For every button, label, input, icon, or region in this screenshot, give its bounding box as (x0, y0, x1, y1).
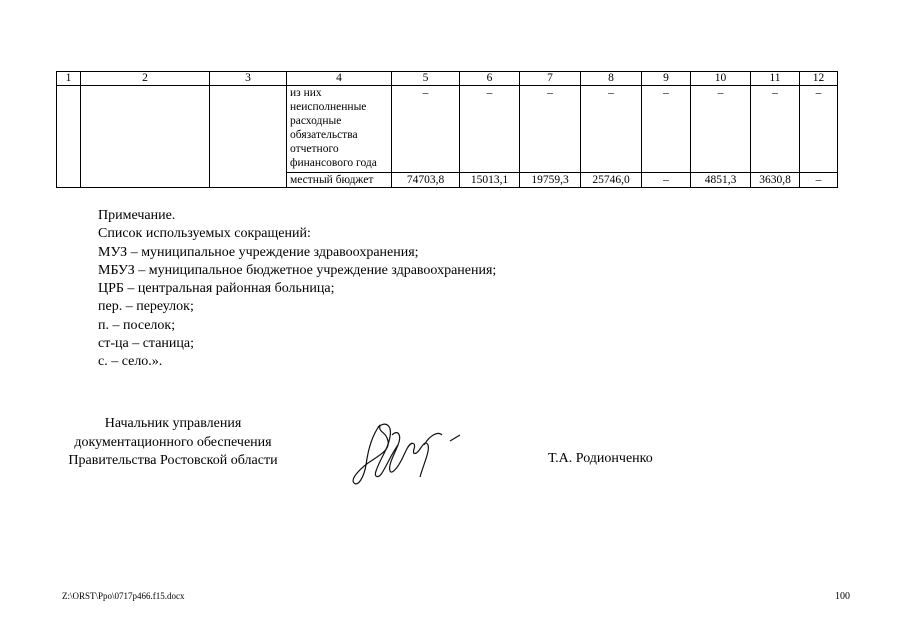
label-line: финансового года (290, 157, 377, 169)
table-cell: 74703,8 (392, 173, 460, 188)
table-cell: – (691, 86, 751, 173)
table-cell: 4851,3 (691, 173, 751, 188)
signatory-name: Т.А. Родионченко (548, 451, 653, 466)
row-label-unfulfilled (287, 86, 392, 173)
column-number-4: 4 (287, 72, 392, 86)
table-cell: – (460, 86, 520, 173)
column-number-9: 9 (642, 72, 691, 86)
column-number-10: 10 (691, 72, 751, 86)
table-cell: – (751, 86, 800, 173)
budget-table (56, 71, 838, 188)
table-cell: 25746,0 (581, 173, 642, 188)
table-row-local-budget (57, 173, 838, 188)
signature-image (350, 405, 470, 495)
handwritten-signature (350, 405, 470, 500)
column-number-7: 7 (520, 72, 581, 86)
abbreviation-item: МУЗ – муниципальное учреждение здравоохранения; (98, 244, 419, 260)
row-label-local-budget: местный бюджет (287, 173, 392, 188)
table-cell: 15013,1 (460, 173, 520, 188)
label-line: обязательства (290, 129, 358, 141)
signatory-position (58, 415, 288, 471)
table-cell: – (642, 86, 691, 173)
table-cell-empty (81, 86, 210, 173)
label-line: неисполненные (290, 101, 367, 113)
table-cell: – (392, 86, 460, 173)
column-number-3: 3 (210, 72, 287, 86)
column-number-2: 2 (81, 72, 210, 86)
table-cell: 3630,8 (751, 173, 800, 188)
table-cell-empty (81, 173, 210, 188)
table-cell: 19759,3 (520, 173, 581, 188)
abbreviation-item: ст-ца – станица; (98, 336, 194, 352)
column-number-11: 11 (751, 72, 800, 86)
table-cell-empty (57, 86, 81, 173)
abbreviation-item: ЦРБ – центральная районная больница; (98, 281, 335, 297)
table-cell: – (520, 86, 581, 173)
table-cell: – (800, 86, 838, 173)
table-cell: – (581, 86, 642, 173)
note-intro: Список используемых сокращений: (98, 226, 311, 242)
abbreviation-item: п. – поселок; (98, 317, 176, 333)
label-line: отчетного (290, 143, 339, 155)
file-path: Z:\ORST\Ppo\0717p466.f15.docx (62, 591, 185, 601)
note-title: Примечание. (98, 208, 176, 223)
table-cell: – (800, 173, 838, 188)
position-line: Правительства Ростовской области (68, 453, 278, 468)
column-number-6: 6 (460, 72, 520, 86)
table-cell: – (642, 173, 691, 188)
abbreviations-note (98, 207, 496, 372)
column-number-8: 8 (581, 72, 642, 86)
column-number-1: 1 (57, 72, 81, 86)
table-header-row (57, 72, 838, 86)
abbreviation-item: МБУЗ – муниципальное бюджетное учреждение здравоохранения; (98, 262, 497, 278)
table-cell-empty (210, 173, 287, 188)
label-line: из них (290, 87, 322, 99)
table-row-unfulfilled (57, 86, 838, 173)
label-line: расходные (290, 115, 342, 127)
column-number-12: 12 (800, 72, 838, 86)
table-cell-empty (210, 86, 287, 173)
page-number: 100 (835, 591, 850, 602)
abbreviation-item: пер. – переулок; (98, 299, 194, 315)
position-line: Начальник управления (104, 416, 242, 431)
position-line: документационного обеспечения (74, 434, 272, 450)
table-cell-empty (57, 173, 81, 188)
abbreviation-item: с. – село.». (98, 354, 163, 370)
column-number-5: 5 (392, 72, 460, 86)
